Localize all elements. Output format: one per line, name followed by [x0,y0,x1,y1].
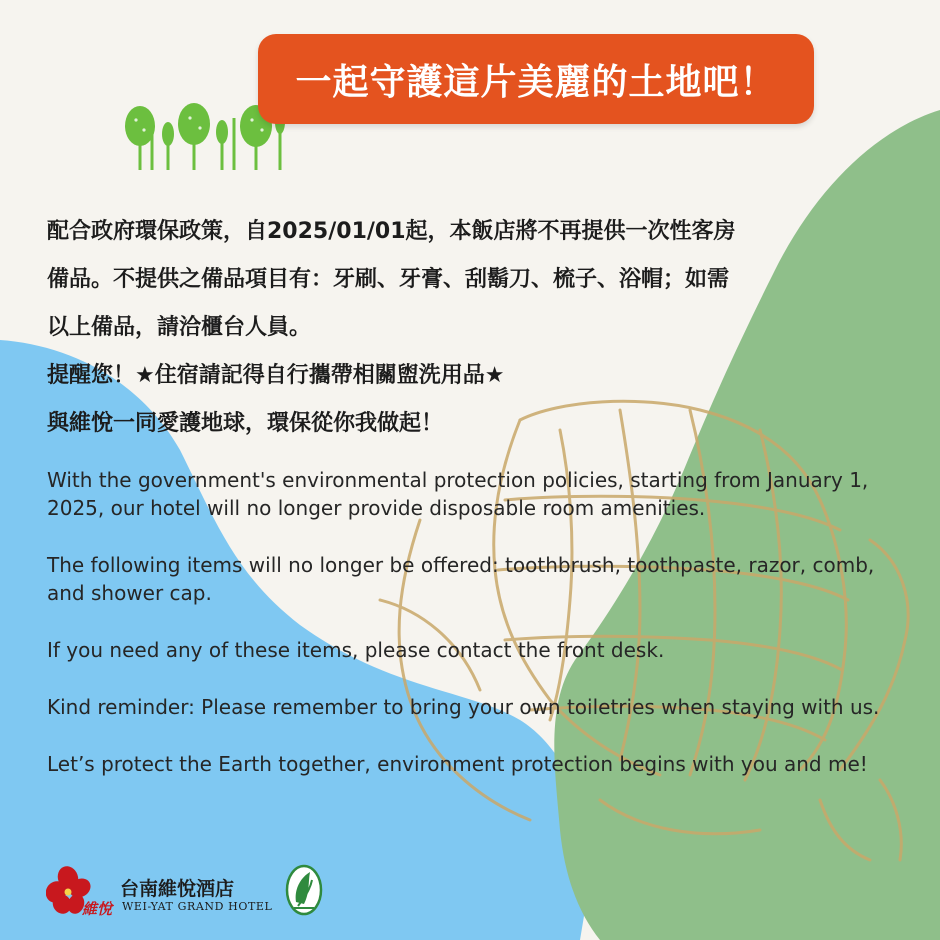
notice-en-paragraph: Let’s protect the Earth together, environment protection begins with you and me! [47,752,868,776]
notice-en-paragraph: Kind reminder: Please remember to bring your own toiletries when staying with us. [47,695,880,719]
hotel-name-zh: 台南維悅酒店 [120,878,235,900]
notice-zh-reminder: 提醒您！★住宿請記得自行攜帶相關盥洗用品★ [47,363,505,388]
notice-english [47,466,895,807]
green-mark-icon [284,862,324,918]
notice-zh-line: 備品。不提供之備品項目有：牙刷、牙膏、刮鬍刀、梳子、浴帽；如需 [47,267,730,292]
notice-zh-slogan: 與維悅一同愛護地球，環保從你我做起！ [47,411,444,436]
banner-title: 一起守護這片美麗的土地吧！ [295,61,777,103]
notice-zh-line: 以上備品，請洽櫃台人員。 [47,315,312,340]
logo-script-text: 維悅 [82,900,113,918]
notice-zh-line: 配合政府環保政策，自2025/01/01起，本飯店將不再提供一次性客房 [47,219,736,244]
hotel-name-en: WEI-YAT GRAND HOTEL [122,900,273,913]
title-banner [258,34,814,124]
notice-en-paragraph: If you need any of these items, please contact the front desk. [47,638,665,662]
notice-en-paragraph: With the government's environmental protection policies, starting from January 1, 2025, our hotel will no longer provide disposable room amenities. [47,468,869,520]
hotel-footer [46,858,346,922]
hibiscus-logo-icon [46,864,114,920]
notice-chinese [47,208,877,448]
notice-en-paragraph: The following items will no longer be offered: toothbrush, toothpaste, razor, comb, and shower cap. [47,553,875,605]
